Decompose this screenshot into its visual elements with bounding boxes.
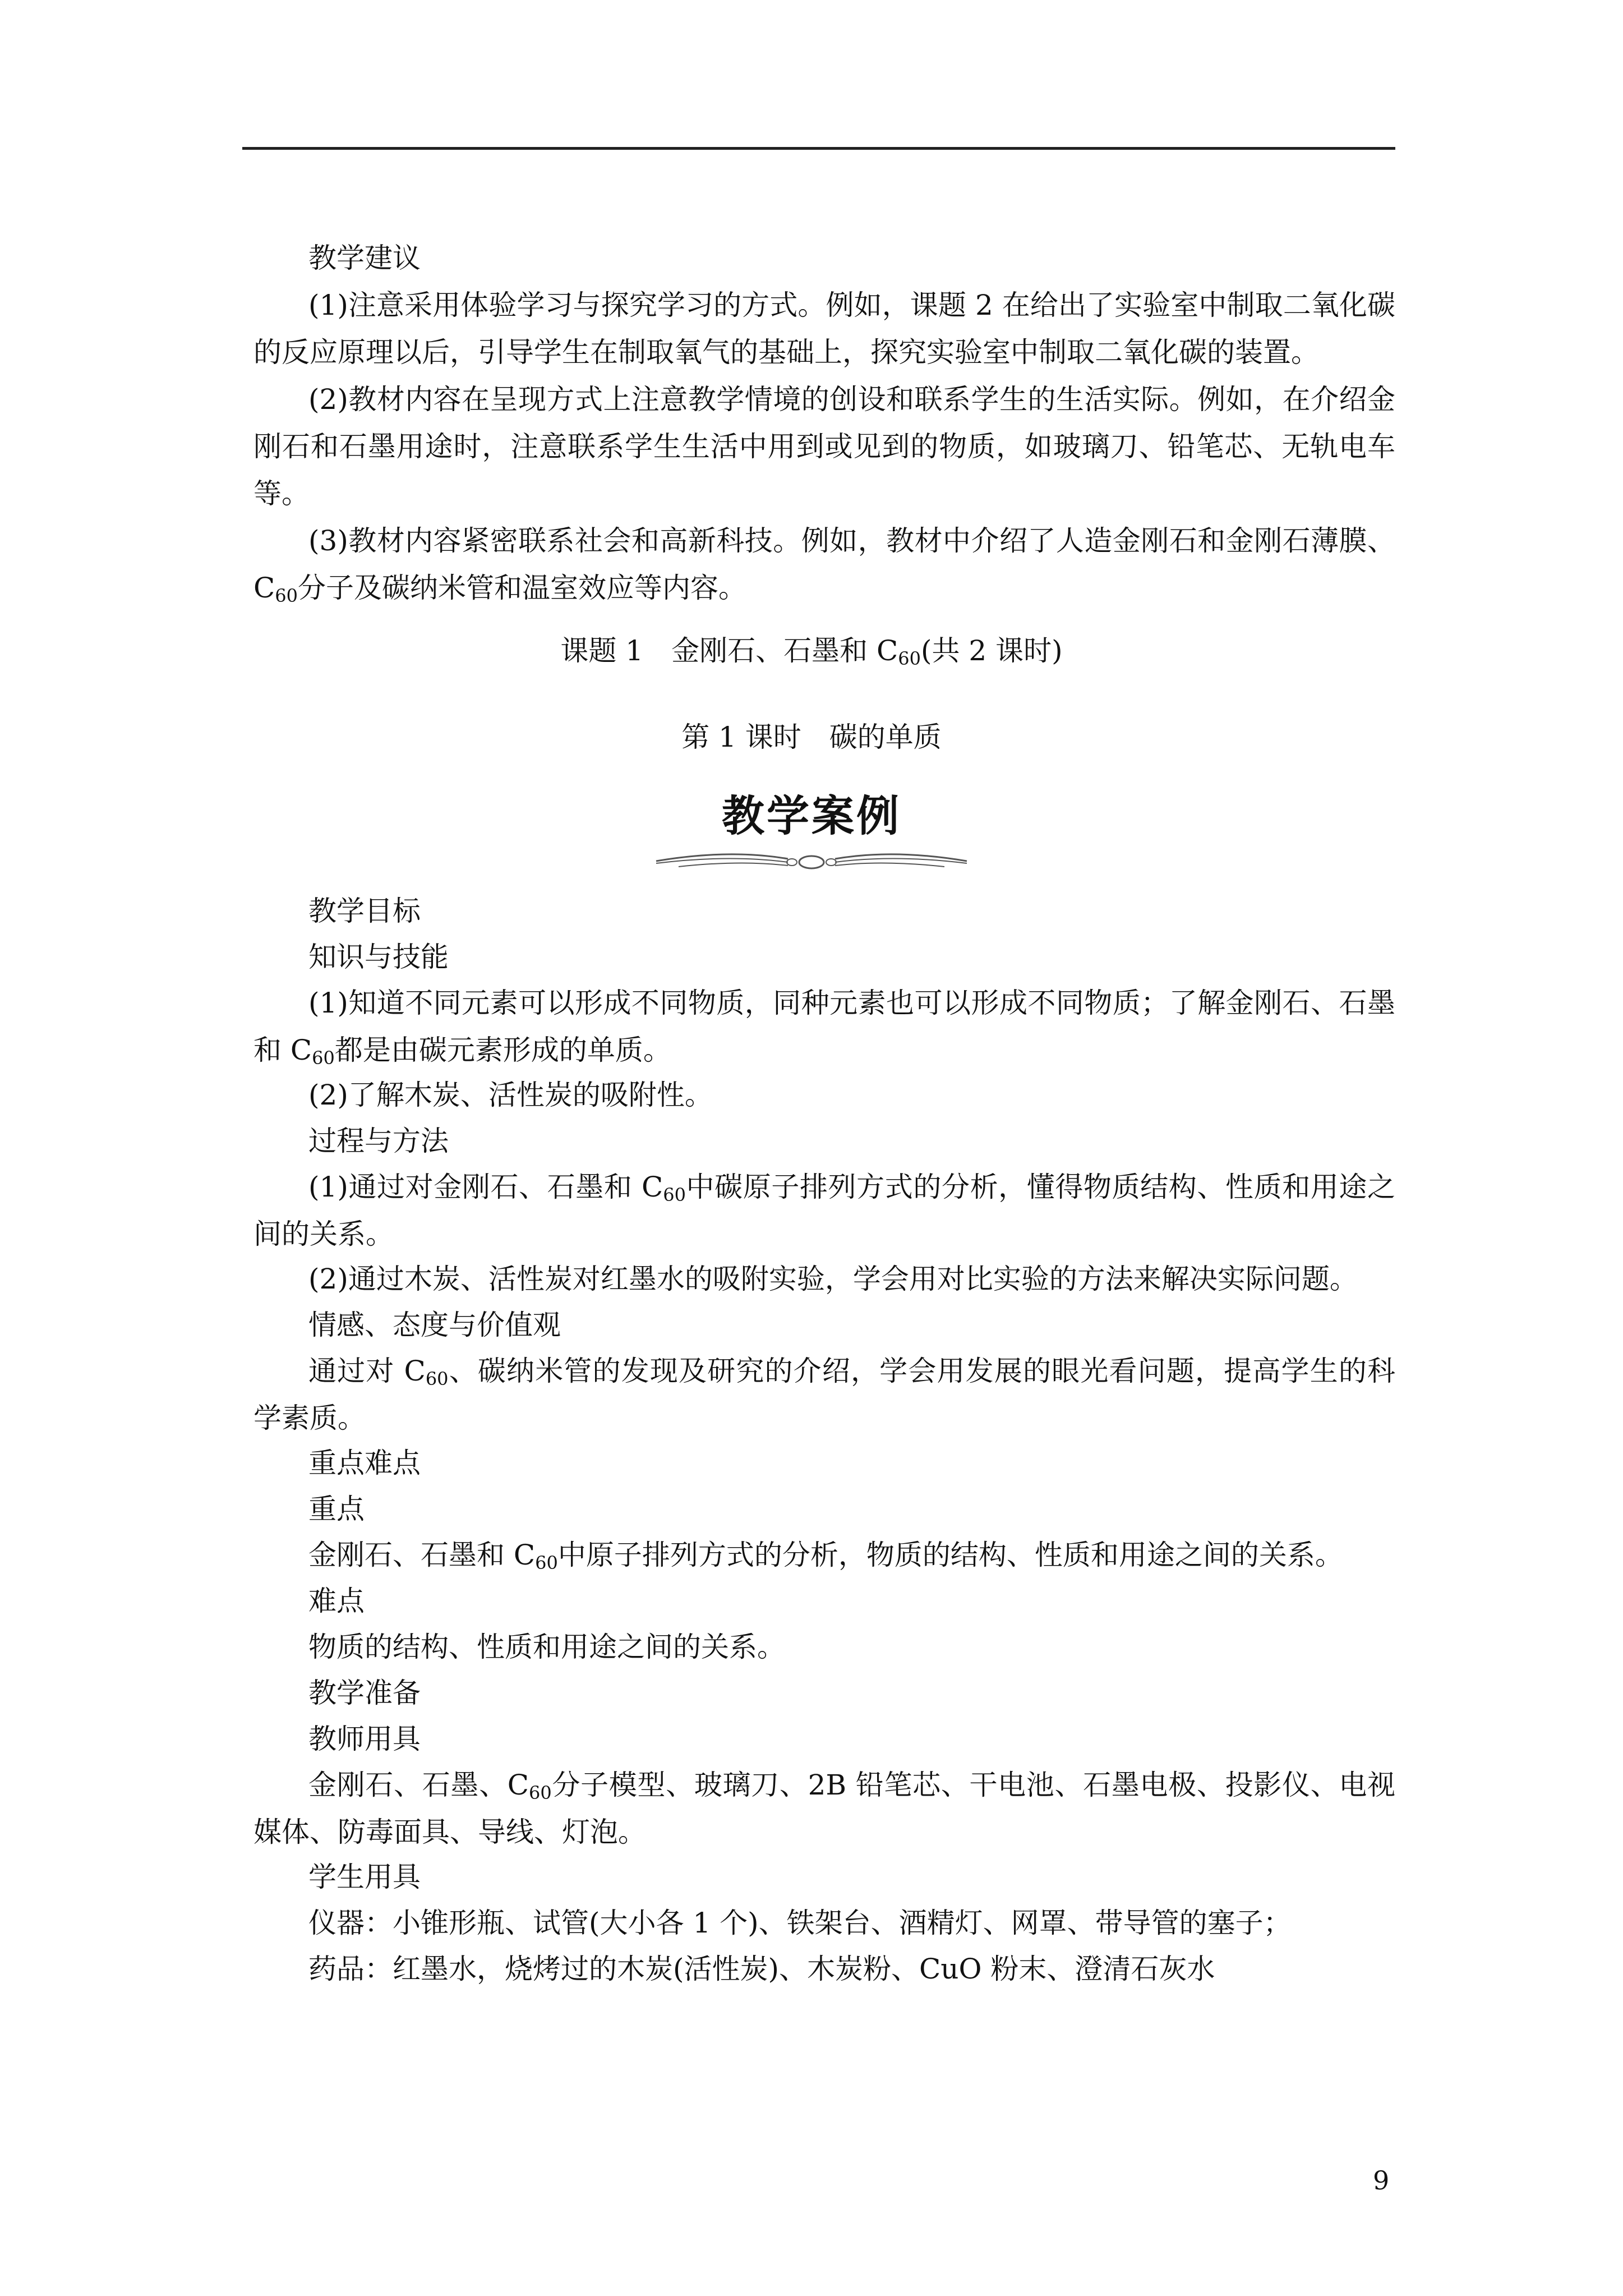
heading-preparation: 教学准备: [308, 1677, 421, 1709]
process-item-2: (2)通过木炭、活性炭对红墨水的吸附实验，学会用对比实验的方法来解决实际问题。: [308, 1263, 1358, 1295]
emotion-item-1-before: 通过对 C: [308, 1355, 426, 1387]
advice-item-3-before: (3)教材内容紧密联系社会和高新科技。例如，教材中介绍了人造金刚石和金刚石薄膜、: [308, 524, 1395, 557]
process-item-1-sub: 60: [663, 1184, 686, 1205]
lesson-title-after: (共 2 课时): [920, 634, 1063, 667]
heading-difficult: 难点: [308, 1585, 365, 1617]
knowledge-item-1-sub: 60: [312, 1047, 335, 1069]
knowledge-item-1-after: 都是由碳元素形成的单质。: [334, 1034, 671, 1066]
key-content-sub: 60: [535, 1552, 558, 1573]
period-title: 第 1 课时 碳的单质: [681, 721, 942, 753]
advice-item-1: (1)注意采用体验学习与探究学习的方式。例如，课题 2 在给出了实验室中制取二氧化碳的反应原理以后，引导学生在制取氧气的基础上，探究实验室中制取二氧化碳的装置。: [253, 289, 1395, 369]
heading-teacher-tools: 教师用具: [308, 1723, 421, 1755]
knowledge-item-1-before: (1)知道不同元素可以形成不同物质，同种元素也可以形成不同物质；了解金刚石、石墨和 C: [253, 987, 1395, 1066]
emotion-item-1: [253, 1347, 1395, 1442]
knowledge-item-1: [253, 979, 1395, 1074]
reagents-list: 药品：红墨水，烧烤过的木炭(活性炭)、木炭粉、CuO 粉末、澄清石灰水: [308, 1953, 1215, 1985]
heading-teaching-advice: 教学建议: [308, 242, 421, 274]
banner-title: 教学案例: [722, 791, 901, 841]
teacher-tools-before: 金刚石、石墨、C: [308, 1769, 529, 1801]
banner-ornament: [645, 844, 978, 878]
heading-knowledge: 知识与技能: [308, 941, 449, 973]
teacher-tools-content: [253, 1761, 1395, 1856]
teacher-tools-after: 分子模型、玻璃刀、2B 铅笔芯、干电池、石墨电极、投影仪、电视媒体、防毒面具、导线、灯泡。: [253, 1769, 1395, 1848]
heading-key-points: 重点难点: [308, 1447, 421, 1479]
advice-item-3-c: C: [253, 572, 275, 604]
difficult-content: 物质的结构、性质和用途之间的关系。: [308, 1631, 785, 1663]
instruments-list: 仪器：小锥形瓶、试管(大小各 1 个)、铁架台、酒精灯、网罩、带导管的塞子；: [308, 1907, 1292, 1939]
process-item-1-before: (1)通过对金刚石、石墨和 C: [308, 1171, 663, 1203]
emotion-item-1-sub: 60: [425, 1368, 449, 1389]
key-content: [253, 1531, 1395, 1579]
advice-item-3: [253, 517, 1395, 611]
process-item-1-after: 中碳原子排列方式的分析，懂得物质结构、性质和用途之间的关系。: [253, 1171, 1396, 1250]
emotion-item-1-after: 、碳纳米管的发现及研究的介绍，学会用发展的眼光看问题，提高学生的科学素质。: [253, 1355, 1395, 1434]
process-item-1: [253, 1163, 1395, 1258]
heading-student-tools: 学生用具: [308, 1861, 421, 1893]
advice-item-3-after: 分子及碳纳米管和温室效应等内容。: [297, 572, 746, 604]
lesson-title-sub: 60: [898, 648, 921, 669]
advice-item-2: (2)教材内容在呈现方式上注意教学情境的创设和联系学生的生活实际。例如，在介绍金刚石和石墨用途时，注意联系学生生活中用到或见到的物质，如玻璃刀、铅笔芯、无轨电车等。: [253, 383, 1395, 510]
key-content-before: 金刚石、石墨和 C: [308, 1539, 536, 1571]
key-content-after: 中原子排列方式的分析，物质的结构、性质和用途之间的关系。: [557, 1539, 1343, 1571]
page-number: 9: [1373, 2165, 1390, 2196]
lesson-title-before: 课题 1 金刚石、石墨和 C: [560, 634, 898, 667]
heading-objectives: 教学目标: [308, 895, 421, 927]
advice-item-3-sub: 60: [275, 585, 298, 606]
heading-process: 过程与方法: [308, 1125, 449, 1157]
teacher-tools-sub: 60: [529, 1782, 552, 1803]
knowledge-item-2: (2)了解木炭、活性炭的吸附性。: [308, 1079, 713, 1111]
lesson-title: [0, 627, 1623, 674]
heading-emotion: 情感、态度与价值观: [308, 1309, 561, 1341]
header-rule: [242, 147, 1395, 150]
heading-key: 重点: [308, 1493, 365, 1525]
